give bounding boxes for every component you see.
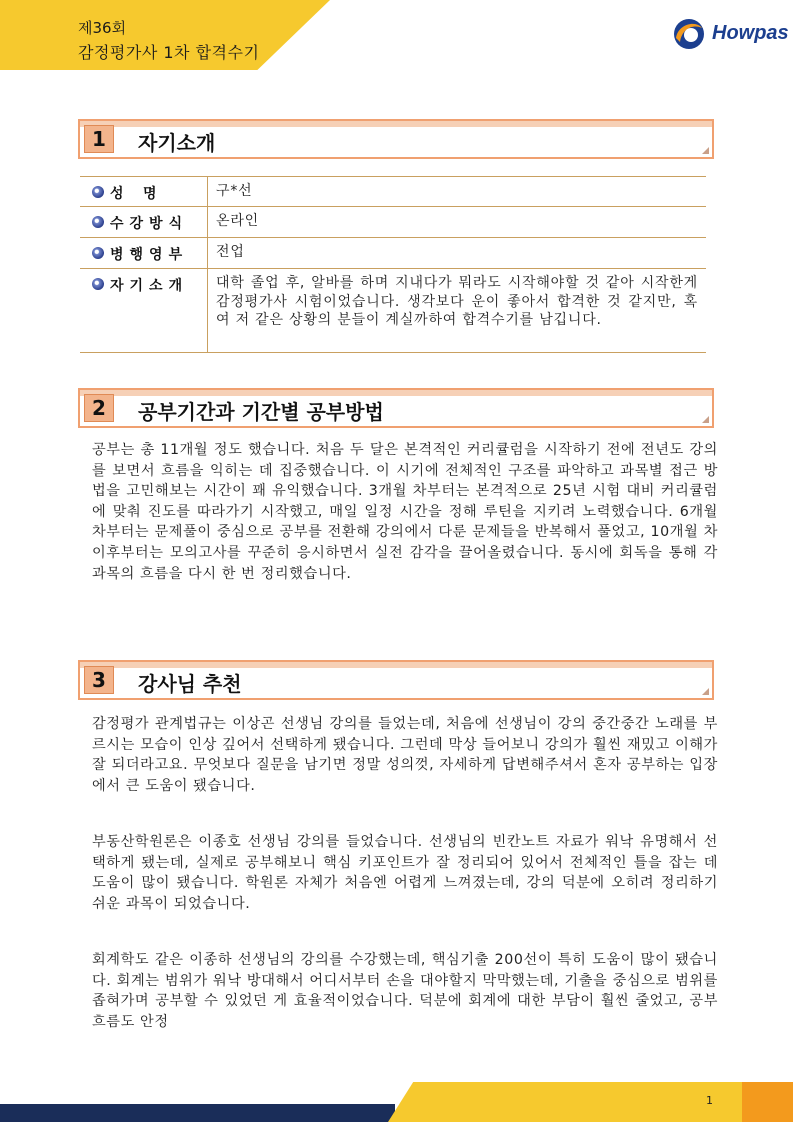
corner-mark — [702, 147, 709, 154]
recommend-paragraph-realestate: 부동산학원론은 이종호 선생님 강의를 들었습니다. 선생님의 빈칸노트 자료가 워낙 유명해서 선택하게 됐는데, 실제로 공부해보니 핵심 키포인트가 잘 정리되어 있어서 전체적인 틀을 잡는 데 도움이 많이 됐습니다. 학원론 자체가 처음엔 어렵게 느껴졌는데, 강의 덕분에 오히려 정리하기 쉬운 과목이 되었습니다. — [92, 834, 718, 912]
footer-yellow-bar — [388, 1082, 793, 1122]
section-heading-instructors — [78, 660, 714, 700]
section-title: 강사님 추천 — [138, 672, 242, 696]
profile-value: 온라인 — [216, 213, 259, 229]
logo-text: Howpas — [712, 22, 789, 44]
header-round: 제36회 — [78, 19, 127, 37]
profile-label: 성 명 — [80, 177, 208, 206]
bullet-icon — [92, 186, 104, 198]
section-title: 공부기간과 기간별 공부방법 — [138, 400, 384, 424]
section-number: 1 — [84, 125, 114, 153]
bullet-icon — [92, 247, 104, 259]
section-heading-study — [78, 388, 714, 428]
section-title: 자기소개 — [138, 131, 216, 155]
profile-label: 자기소개 — [80, 269, 208, 352]
bullet-icon — [92, 216, 104, 228]
profile-value: 전업 — [216, 244, 245, 260]
section-number: 3 — [84, 666, 114, 694]
study-paragraph: 공부는 총 11개월 정도 했습니다. 처음 두 달은 본격적인 커리큘럼을 시작하기 전에 전년도 강의를 보면서 흐름을 익히는 데 집중했습니다. 이 시기에 전체적인 구조를 파악하고 과목별 접근 방법을 고민해보는 시간이 꽤 유익했습니다. 3개월 차부터는 본격적으로 25년 시험 대비 커리큘럼에 맞춰 진도를 따라가기 시작했고, 매일 일정 시간을 정해 루틴을 지키려 노력했습니다. 6개월 차부터는 문제풀이 중심으로 공부를 전환해 강의에서 다룬 문제들을 반복해서 풀었고, 10개월 차 이후부터는 모의고사를 꾸준히 응시하면서 실전 감각을 끌어올렸습니다. 동시에 회독을 통해 각 과목의 흐름을 다시 한 번 정리했습니다. — [92, 442, 718, 582]
profile-row — [80, 238, 706, 269]
profile-row — [80, 176, 706, 207]
section-heading-intro — [78, 119, 714, 159]
profile-label: 병행영부 — [80, 238, 208, 268]
howpass-logo-icon — [672, 18, 706, 50]
profile-value: 구*선 — [216, 183, 253, 199]
recommend-paragraph-law: 감정평가 관계법규는 이상곤 선생님 강의를 들었는데, 처음에 선생님이 강의 중간중간 노래를 부르시는 모습이 인상 깊어서 선택하게 됐습니다. 그런데 막상 들어보니 강의가 훨씬 재밌고 이해가 잘 되더라고요. 무엇보다 질문을 남기면 정말 성의껏, 자세하게 답변해주셔서 혼자 공부하는 입장에서 큰 도움이 됐습니다. — [92, 716, 718, 794]
logo — [672, 18, 793, 50]
corner-mark — [702, 688, 709, 695]
footer-navy-bar — [0, 1104, 395, 1122]
header-title: 감정평가사 1차 합격수기 — [78, 43, 260, 62]
profile-row — [80, 207, 706, 238]
recommend-paragraph-accounting: 회계학도 같은 이종하 선생님의 강의를 수강했는데, 핵심기출 200선이 특히 도움이 많이 됐습니다. 회계는 범위가 워낙 방대해서 어디서부터 손을 대야할지 막막했는데, 기출을 중심으로 범위를 좁혀가며 공부할 수 있었던 게 효율적이었습니다. 덕분에 회계에 대한 부담이 훨씬 줄었고, 공부 흐름도 안정 — [92, 952, 718, 1030]
section-number: 2 — [84, 394, 114, 422]
profile-value: 대학 졸업 후, 알바를 하며 지내다가 뭐라도 시작해야할 것 같아 시작한게 감정평가사 시험이었습니다. 생각보다 운이 좋아서 합격한 것 같지만, 혹여 저 같은 상황의 분들이 계실까하여 합격수기를 남깁니다. — [216, 275, 698, 328]
footer-orange-block — [742, 1082, 793, 1122]
corner-mark — [702, 416, 709, 423]
profile-label: 수강방식 — [80, 207, 208, 237]
page-number: 1 — [706, 1094, 713, 1107]
bullet-icon — [92, 278, 104, 290]
profile-table — [80, 176, 706, 353]
profile-row — [80, 269, 706, 353]
